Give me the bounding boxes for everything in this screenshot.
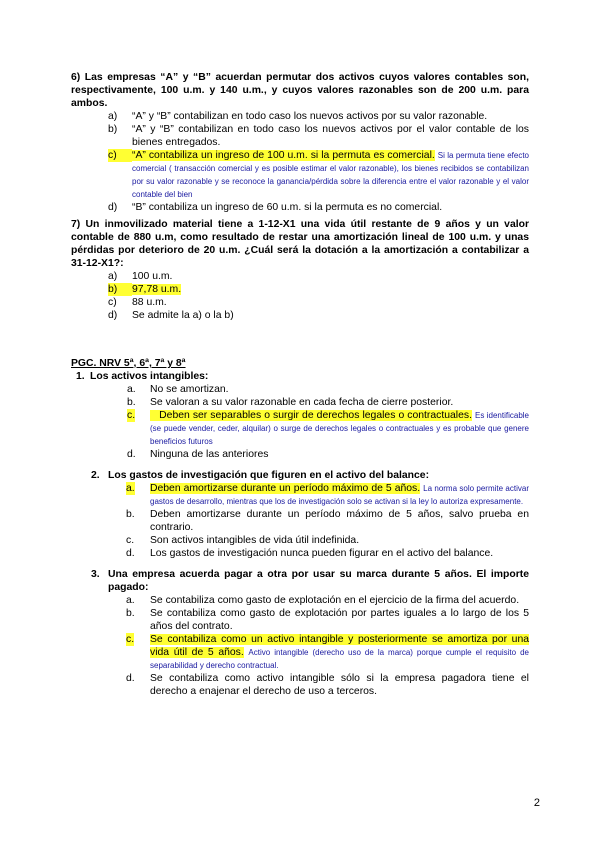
question-7-text: 7) Un inmovilizado material tiene a 1-12-X1 una vida útil restante de 9 años y un valor contable de 880 u.m, como resultado de restar una amortización lineal de 100 u.m. y unas pérdidas por deterioro de 20 u.m. ¿Cuál será la dotación a la amortización a contabilizar a 31-12-X1?: xyxy=(71,219,529,269)
section-question-3-option-b: b. Se contabiliza como gasto de explotación por partes iguales a lo largo de los 5 años del contrato. xyxy=(126,608,529,632)
section-question-3: 3. Una empresa acuerda pagar a otra por usar su marca durante 5 años. El importe pagado: xyxy=(91,569,529,593)
question-7-option-a: a) 100 u.m. xyxy=(108,271,173,282)
question-6 xyxy=(71,71,529,214)
question-7-option-d: d) Se admite la a) o la b) xyxy=(108,310,234,321)
section-question-1-option-d: d. Ninguna de las anteriores xyxy=(127,449,269,460)
pgc-section xyxy=(71,357,529,698)
question-6-option-b: b) “A” y “B” contabilizan en todo caso los nuevos activos por el valor contable de los bienes entregados. xyxy=(108,124,529,148)
question-7-option-b: b) 97,78 u.m. xyxy=(108,284,182,295)
question-6-option-d: d) “B” contabiliza un ingreso de 60 u.m. si la permuta es no comercial. xyxy=(108,202,443,213)
section-question-3-option-c: c. Se contabiliza como un activo intangible y posteriormente se amortiza por una vida útil de 5 años. Activo intangible (derecho uso de la marca) porque cumple el requisito de separabilidad y derecho contractual. xyxy=(126,634,529,670)
section-question-3-option-a: a. Se contabiliza como gasto de explotación en el ejercicio de la firma del acuerdo. xyxy=(126,595,520,606)
highlighted-answer: Deben amortizarse durante un período máximo de 5 años. xyxy=(150,483,421,494)
section-question-2: 2. Los gastos de investigación que figuren en el activo del balance: xyxy=(91,470,430,481)
highlighted-answer: “A” contabiliza un ingreso de 100 u.m. si la permuta es comercial. xyxy=(132,150,435,161)
section-question-2-option-b: b. Deben amortizarse durante un período máximo de 5 años, salvo prueba en contrario. xyxy=(126,509,529,533)
section-title: PGC. NRV 5ª, 6ª, 7ª y 8ª xyxy=(71,358,186,369)
answer-note: Activo intangible (derecho uso de la marca) porque cumple el requisito de separabilidad y derecho contractual. xyxy=(150,648,529,670)
section-question-1-option-c: c. Deben ser separables o surgir de derechos legales o contractuales. Es identificable (se puede vender, ceder, alquilar) o surge de derechos legales o contractuales y es probable que genere beneficios futuros xyxy=(127,410,530,446)
answer-note: La norma solo permite activar gastos de desarrollo, mientras que los de investigación solo se activan si la ley lo autoriza expresamente. xyxy=(150,484,529,506)
question-6-text: 6) Las empresas “A” y “B” acuerdan permutar dos activos cuyos valores contables son, respectivamente, 100 u.m. y 140 u.m., y cuyos valores razonables son de 200 u.m. para ambos. xyxy=(71,72,529,109)
answer-note: Es identificable (se puede vender, ceder, alquilar) o surge de derechos legales o contractuales y es probable que genere beneficios futuros xyxy=(150,411,530,446)
section-question-2-option-d: d. Los gastos de investigación nunca pueden figurar en el activo del balance. xyxy=(126,548,494,559)
highlighted-answer: Se contabiliza como un activo intangible y posteriormente se amortiza por una vida útil de 5 años. xyxy=(150,634,529,658)
section-question-3-option-d: d. Se contabiliza como activo intangible sólo si la empresa pagadora tiene el derecho a enajenar el derecho de uso a terceros. xyxy=(126,673,529,697)
page-number: 2 xyxy=(533,797,540,809)
question-6-option-a: a) “A” y “B” contabilizan en todo caso los nuevos activos por su valor razonable. xyxy=(108,111,488,122)
question-6-option-c: c) “A” contabiliza un ingreso de 100 u.m. si la permuta es comercial. Si la permuta tiene efecto comercial ( transacción comercial y es posible estimar el valor razonable), los bienes recibidos se contabilizan por su valor razonable y se reconoce la ganancia/pérdida sobre la diferencia entre el valor razonable y el valor contable del bien xyxy=(108,150,529,199)
answer-note: Si la permuta tiene efecto comercial ( transacción comercial y es posible estimar el valor razonable), los bienes recibidos se contabilizan por su valor razonable y se reconoce la ganancia/pérdida sobre la diferencia entre el valor razonable y el valor contable del bien xyxy=(132,151,529,199)
section-question-1: 1. Los activos intangibles: xyxy=(76,371,209,382)
section-question-1-option-b: b. Se valoran a su valor razonable en cada fecha de cierre posterior. xyxy=(127,397,454,408)
section-question-2-option-c: c. Son activos intangibles de vida útil indefinida. xyxy=(126,535,360,546)
section-question-2-option-a: a. Deben amortizarse durante un período máximo de 5 años. La norma solo permite activar gastos de desarrollo, mientras que los de investigación solo se activan si la ley lo autoriza expresamente. xyxy=(126,483,529,506)
section-question-1-option-a: a. No se amortizan. xyxy=(127,384,229,395)
highlighted-answer: 97,78 u.m. xyxy=(132,284,182,295)
question-7 xyxy=(71,218,529,322)
question-7-option-c: c) 88 u.m. xyxy=(108,297,167,308)
highlighted-answer: Deben ser separables o surgir de derechos legales o contractuales. xyxy=(150,410,472,421)
